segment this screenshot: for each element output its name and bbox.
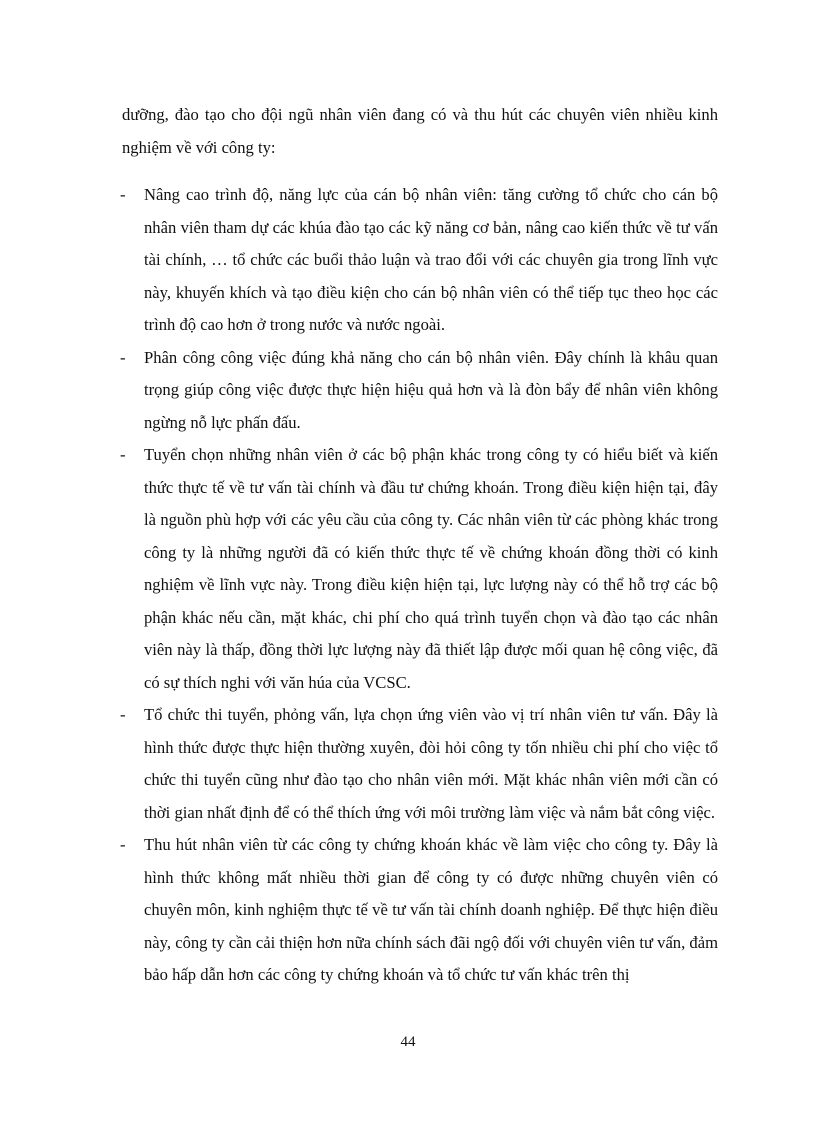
bullet-list [122, 179, 718, 992]
intro-paragraph: dưỡng, đào tạo cho đội ngũ nhân viên đang có và thu hút các chuyên viên nhiều kinh nghiệm về với công ty: [122, 105, 718, 157]
bullet-marker: - [120, 445, 126, 464]
bullet-item [122, 699, 718, 829]
bullet-item [122, 439, 718, 699]
body-text [122, 99, 718, 992]
bullet-item [122, 179, 718, 342]
bullet-item [122, 829, 718, 992]
bullet-text: Phân công công việc đúng khả năng cho cán bộ nhân viên. Đây chính là khâu quan trọng giúp công việc được thực hiện hiệu quả hơn và là đòn bẩy để nhân viên không ngừng nỗ lực phấn đấu. [144, 347, 718, 432]
bullet-marker: - [120, 185, 126, 204]
bullet-text: Nâng cao trình độ, năng lực của cán bộ nhân viên: tăng cường tổ chức cho cán bộ nhân viên tham dự các khúa đào tạo các kỹ năng cơ bản, nâng cao kiến thức về tư vấn tài chính, … tổ chức các buổi thảo luận và trao đổi với các chuyên gia trong lĩnh vực này, khuyến khích và tạo điều kiện cho cán bộ nhân viên có thể tiếp tục theo học các trình độ cao hơn ở trong nước và nước ngoài. [144, 185, 718, 334]
bullet-text: Thu hút nhân viên từ các công ty chứng khoán khác về làm việc cho công ty. Đây là hình thức không mất nhiều thời gian để công ty có được những chuyên viên có chuyên môn, kinh nghiệm thực tế về tư vấn tài chính doanh nghiệp. Để thực hiện điều này, công ty cần cải thiện hơn nữa chính sách đãi ngộ đối với chuyên viên tư vấn, đảm bảo hấp dẫn hơn các công ty chứng khoán và tổ chức tư vấn khác trên thị [144, 835, 718, 984]
bullet-marker: - [120, 835, 126, 854]
bullet-text: Tổ chức thi tuyển, phỏng vấn, lựa chọn ứng viên vào vị trí nhân viên tư vấn. Đây là hình thức được thực hiện thường xuyên, đòi hỏi công ty tốn nhiều chi phí cho việc tổ chức thi tuyển cũng như đào tạo cho nhân viên mới. Mặt khác nhân viên mới cần có thời gian nhất định để có thể thích ứng với môi trường làm việc và nắm bắt công việc. [144, 705, 718, 822]
bullet-marker: - [120, 705, 126, 724]
bullet-item [122, 342, 718, 440]
bullet-text: Tuyển chọn những nhân viên ở các bộ phận khác trong công ty có hiểu biết và kiến thức thực tế về tư vấn tài chính và đầu tư chứng khoán. Trong điều kiện hiện tại, đây là nguồn phù hợp với các yêu cầu của công ty. Các nhân viên từ các phòng khác trong công ty là những người đã có kiến thức thực tế về chứng khoán đồng thời có kinh nghiệm về lĩnh vực này. Trong điều kiện hiện tại, lực lượng này có thể hỗ trợ các bộ phận khác nếu cần, mặt khác, chi phí cho quá trình tuyển chọn và đào tạo các nhân viên này là thấp, đồng thời lực lượng này đã thiết lập được mối quan hệ công việc, đã có sự thích nghi với văn húa của VCSC. [144, 445, 718, 692]
page-number: 44 [400, 1034, 416, 1050]
bullet-marker: - [120, 347, 126, 367]
